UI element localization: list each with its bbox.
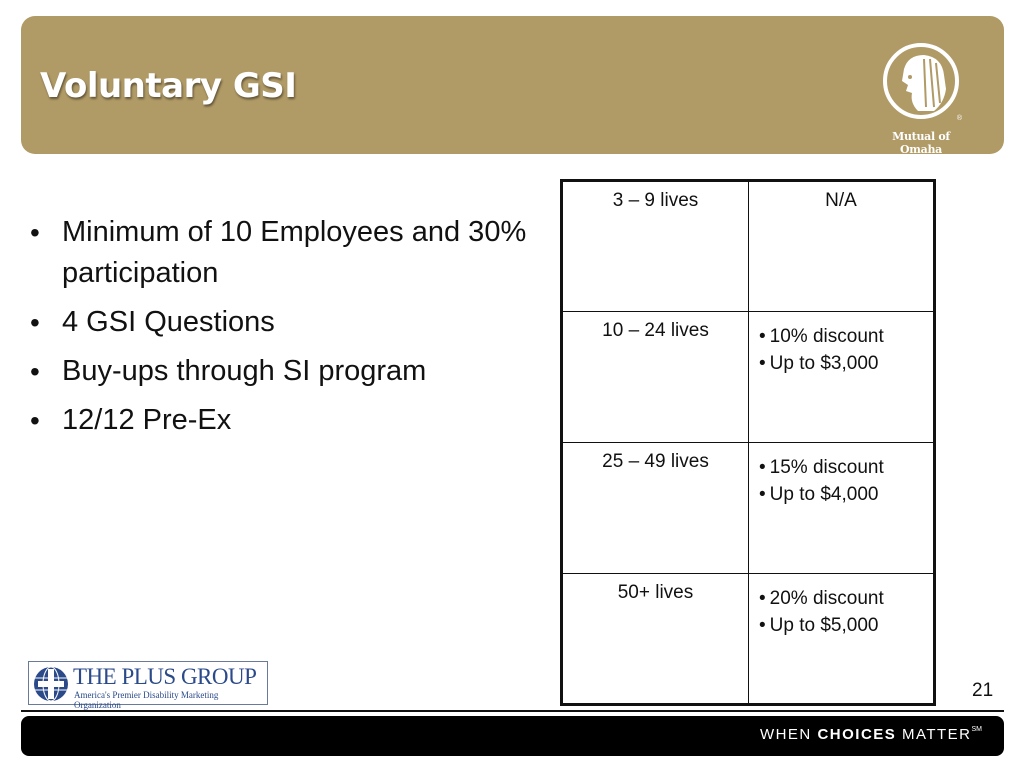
lives-cell: 3 – 9 lives bbox=[562, 181, 749, 312]
plus-group-logo bbox=[28, 661, 268, 710]
tagline-bold: CHOICES bbox=[817, 726, 897, 743]
plus-group-tagline: America's Premier Disability Marketing Organization bbox=[74, 690, 219, 710]
logo-wordmark: Mutual of Omaha bbox=[892, 130, 950, 156]
terms-line: • Up to $3,000 bbox=[759, 347, 933, 380]
bullet-item: • 4 GSI Questions bbox=[28, 302, 528, 343]
lives-cell: 25 – 49 lives bbox=[562, 443, 749, 574]
service-mark: SM bbox=[971, 726, 982, 733]
terms-cell bbox=[749, 574, 935, 705]
table-row bbox=[562, 181, 935, 312]
plus-group-name: THE PLUS GROUP bbox=[73, 664, 257, 689]
registered-mark: ® bbox=[956, 115, 962, 122]
table-row bbox=[562, 312, 935, 443]
discount-tier-table bbox=[560, 179, 936, 706]
terms-line: • Up to $5,000 bbox=[759, 609, 933, 642]
terms-line: • 10% discount bbox=[759, 320, 933, 353]
table-row bbox=[562, 443, 935, 574]
bullet-item: • 12/12 Pre-Ex bbox=[28, 400, 528, 441]
mutual-of-omaha-logo bbox=[874, 41, 968, 156]
footer-bar bbox=[21, 716, 1004, 756]
terms-line: • 20% discount bbox=[759, 582, 933, 615]
footer-divider bbox=[21, 710, 1004, 712]
lives-cell: 10 – 24 lives bbox=[562, 312, 749, 443]
terms-cell: N/A bbox=[749, 181, 935, 312]
globe-cross-icon bbox=[32, 665, 70, 703]
tagline-prefix: WHEN bbox=[759, 726, 818, 743]
bullet-item: • Buy-ups through SI program bbox=[28, 351, 528, 392]
indian-head-icon bbox=[874, 41, 968, 129]
bullet-item: • Minimum of 10 Employees and 30% participation bbox=[28, 212, 528, 294]
terms-cell bbox=[749, 443, 935, 574]
terms-line: • Up to $4,000 bbox=[759, 478, 933, 511]
page-number: 21 bbox=[972, 680, 994, 701]
terms-cell bbox=[749, 312, 935, 443]
footer-tagline bbox=[760, 726, 982, 743]
header-banner bbox=[21, 16, 1004, 154]
bullet-list bbox=[28, 212, 528, 449]
terms-line: • 15% discount bbox=[759, 451, 933, 484]
tagline-suffix: MATTER bbox=[896, 726, 972, 743]
lives-cell: 50+ lives bbox=[562, 574, 749, 705]
slide-title: Voluntary GSI bbox=[40, 66, 297, 106]
table-row bbox=[562, 574, 935, 705]
